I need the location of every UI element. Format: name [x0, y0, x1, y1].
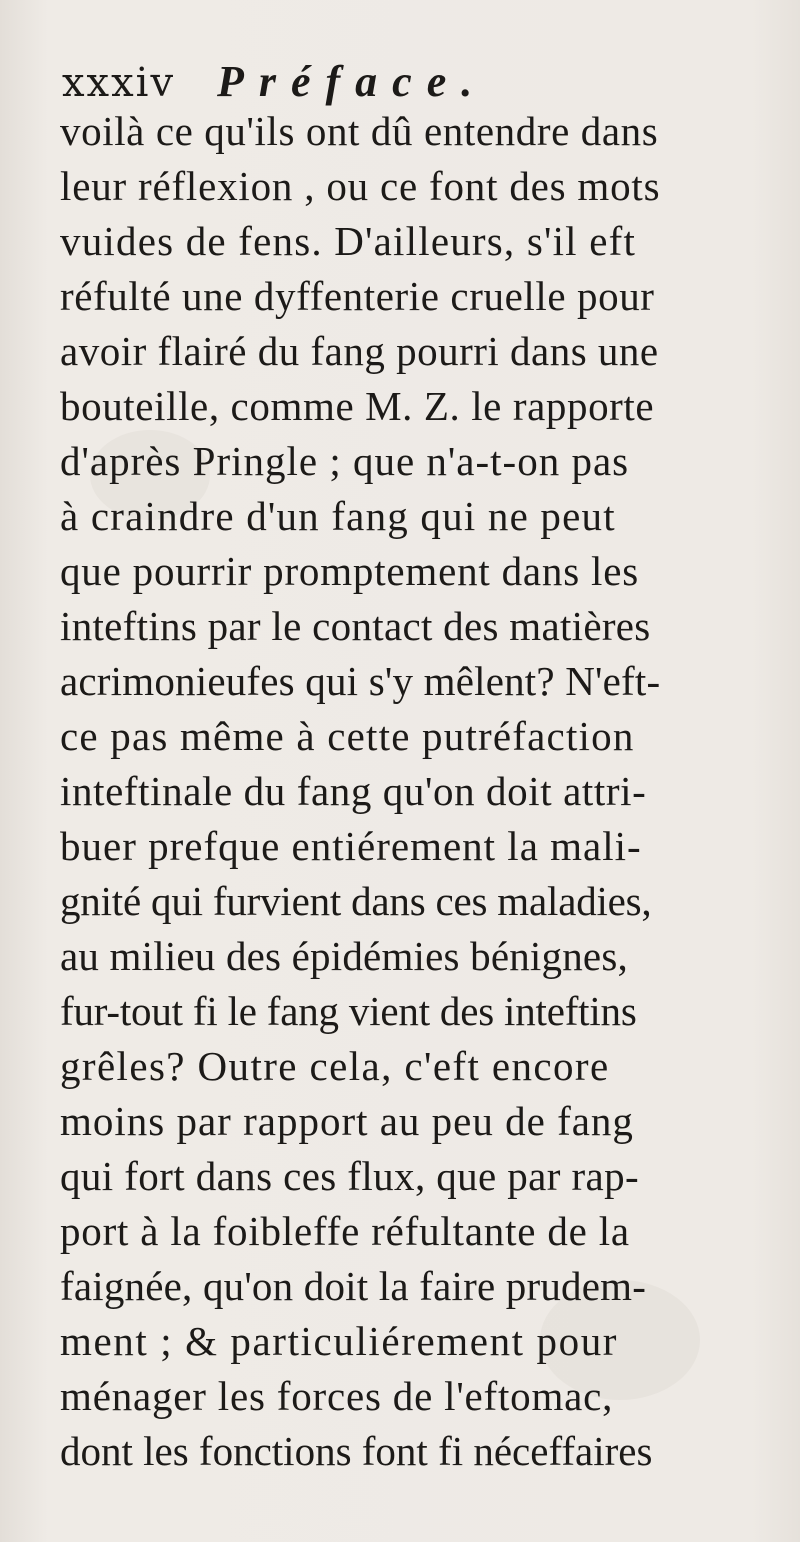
text-line: réfulté une dyffenterie cruelle pour: [60, 273, 655, 319]
text-line: dont les fonctions font fi néceffaires: [60, 1428, 653, 1474]
text-line: d'après Pringle ; que n'a-t-on pas: [60, 438, 630, 484]
text-line: ce pas même à cette putréfaction: [60, 713, 635, 759]
text-line: inteftinale du fang qu'on doit attri-: [60, 768, 647, 814]
text-line: que pourrir promptement dans les: [60, 548, 639, 594]
text-line: leur réflexion , ou ce font des mots: [60, 163, 661, 209]
text-line: à craindre d'un fang qui ne peut: [60, 493, 616, 539]
body-text: [60, 104, 760, 1479]
text-line: gnité qui furvient dans ces maladies,: [60, 878, 652, 924]
text-line: grêles? Outre cela, c'eft encore: [60, 1043, 610, 1089]
text-line: au milieu des épidémies bénignes,: [60, 933, 628, 979]
text-line: faignée, qu'on doit la faire prudem-: [60, 1263, 647, 1309]
text-line: bouteille, comme M. Z. le rapporte: [60, 383, 655, 429]
text-line: vuides de fens. D'ailleurs, s'il eft: [60, 218, 637, 264]
page-header: [62, 57, 742, 110]
text-line: avoir flairé du fang pourri dans une: [60, 328, 659, 374]
text-line: ment ; & particuliérement pour: [60, 1318, 619, 1364]
text-line: fur-tout fi le fang vient des inteftins: [60, 988, 637, 1034]
text-line: qui fort dans ces flux, que par rap-: [60, 1153, 640, 1199]
text-line: inteftins par le contact des matières: [60, 603, 651, 649]
text-line: buer prefque entiérement la mali-: [60, 823, 642, 869]
text-line: port à la foibleffe réfultante de la: [60, 1208, 630, 1254]
text-line: moins par rapport au peu de fang: [60, 1098, 634, 1144]
running-head: Préface.: [217, 57, 488, 106]
text-line: voilà ce qu'ils ont dû entendre dans: [60, 108, 659, 154]
page-number: xxxiv: [62, 60, 176, 106]
text-line: ménager les forces de l'eftomac,: [60, 1373, 614, 1419]
text-line: acrimonieufes qui s'y mêlent? N'eft-: [60, 658, 661, 704]
